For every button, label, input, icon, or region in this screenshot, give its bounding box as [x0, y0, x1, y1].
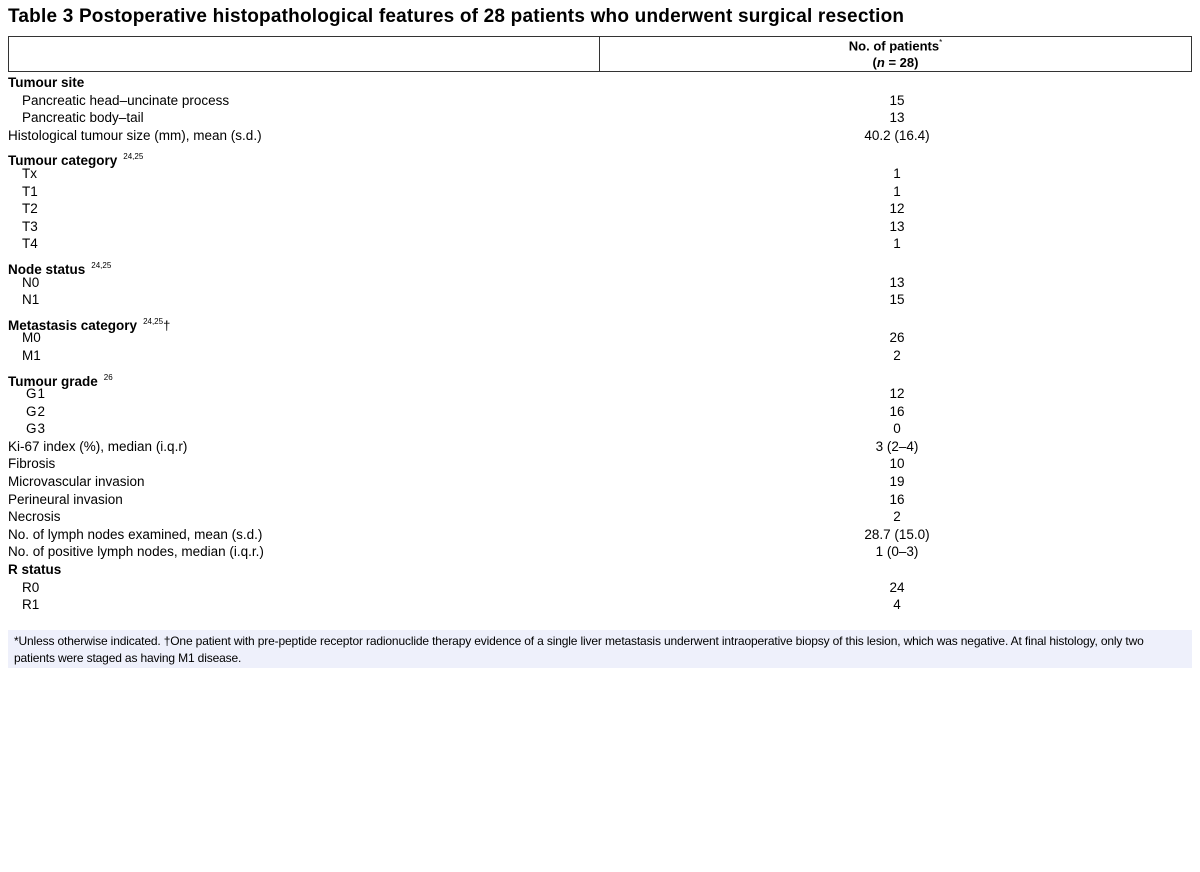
table-row [0, 74, 1200, 92]
row-label-text: Histological tumour size (mm), mean (s.d.) [8, 127, 262, 143]
table-title: Table 3 Postoperative histopathological features of 28 patients who underwent surgical resection [8, 6, 905, 27]
table-row [0, 347, 1200, 365]
row-reference-superscript: 24,25 [91, 260, 112, 270]
table-row [0, 253, 1200, 277]
table-row [0, 291, 1200, 309]
row-label [8, 561, 61, 579]
row-value: 13 [889, 274, 905, 290]
row-label-text: Perineural invasion [8, 491, 123, 507]
row-label-text: N1 [22, 292, 40, 308]
table-row [0, 596, 1200, 614]
row-label [22, 235, 38, 253]
row-label [22, 291, 39, 309]
row-label-text: T1 [22, 183, 38, 199]
row-label-text: R1 [22, 597, 40, 613]
table-row [0, 420, 1200, 438]
row-label [8, 455, 55, 473]
column-header-label: No. of patients [848, 38, 940, 54]
row-label [22, 165, 37, 183]
column-header-n-open: ( [872, 55, 877, 70]
row-label [8, 127, 262, 145]
row-label [22, 200, 38, 218]
row-label-text: T2 [22, 201, 38, 217]
row-label-text: T4 [22, 236, 38, 252]
column-header-n-rest: = 28) [884, 55, 919, 70]
table-footnote: *Unless otherwise indicated. †One patient with pre-peptide receptor radionuclide therapy evidence of a single liver metastasis underwent intraoperative biopsy of this lesion, which was negative. At final histology, only two patients were staged as having M1 disease. [8, 630, 1192, 668]
table-row [0, 274, 1200, 292]
row-label [8, 473, 145, 491]
table-row [0, 508, 1200, 526]
table-body [0, 74, 1200, 614]
row-value: 19 [889, 474, 905, 490]
row-label-text: Fibrosis [8, 456, 56, 472]
table-row [0, 403, 1200, 421]
row-label [22, 109, 144, 127]
row-value: 13 [889, 218, 905, 234]
table-row [0, 144, 1200, 169]
table-row [0, 561, 1200, 579]
row-value: 0 [893, 421, 901, 437]
row-value: 40.2 (16.4) [864, 127, 930, 143]
row-label [26, 403, 46, 421]
row-label-text: Microvascular invasion [8, 474, 145, 490]
row-label-text: Tumour site [8, 75, 85, 90]
row-value: 2 [893, 509, 901, 525]
row-value: 15 [889, 292, 905, 308]
table-row [0, 183, 1200, 201]
row-label-text: Pancreatic head–uncinate process [22, 92, 230, 108]
row-label [8, 74, 84, 92]
column-header-marker: * [939, 38, 943, 47]
table-row [0, 218, 1200, 236]
row-value: 24 [889, 579, 905, 595]
row-reference-superscript: 24,25 [143, 316, 164, 326]
row-value: 1 [893, 165, 901, 181]
table-row [0, 92, 1200, 110]
row-label-text: M0 [22, 330, 41, 346]
table-row [0, 165, 1200, 183]
row-value: 1 [893, 183, 901, 199]
row-label [22, 274, 39, 292]
table-row [0, 235, 1200, 253]
table-row [0, 579, 1200, 597]
row-value: 2 [893, 347, 901, 363]
row-label-text: G3 [26, 421, 47, 437]
row-label-text: No. of lymph nodes examined, mean (s.d.) [8, 526, 263, 542]
table-row [0, 109, 1200, 127]
row-label-text: R0 [22, 579, 40, 595]
table-row [0, 127, 1200, 145]
row-label [22, 183, 38, 201]
row-label [8, 491, 123, 509]
table-row [0, 491, 1200, 509]
row-label-text: Necrosis [8, 509, 61, 525]
row-label [22, 329, 41, 347]
table-row [0, 526, 1200, 544]
column-header-n-symbol: n [876, 55, 885, 70]
row-label [8, 526, 262, 544]
row-value: 1 [893, 236, 901, 252]
table-row [0, 329, 1200, 347]
row-label [22, 579, 39, 597]
table-row [0, 385, 1200, 403]
row-label [26, 420, 46, 438]
table-row [0, 455, 1200, 473]
table-row [0, 473, 1200, 491]
row-label-text: Tumour grade [8, 373, 98, 389]
row-value: 16 [889, 403, 905, 419]
row-value: 26 [889, 330, 905, 346]
row-value: 12 [889, 386, 905, 402]
row-label [22, 92, 229, 110]
row-value: 13 [889, 110, 905, 126]
table-header [8, 36, 1192, 72]
row-label [26, 385, 46, 403]
row-value: 16 [889, 491, 905, 507]
row-label [22, 596, 39, 614]
row-label [8, 543, 264, 561]
row-label [22, 347, 41, 365]
row-value: 15 [889, 92, 905, 108]
row-label-text: T3 [22, 218, 38, 234]
row-value: 12 [889, 201, 905, 217]
table-row [0, 309, 1200, 333]
row-label-text: G1 [26, 386, 47, 402]
row-label-text: Metastasis category [8, 317, 138, 333]
column-header-n [600, 55, 1191, 70]
row-reference-superscript: 26 [103, 372, 113, 382]
column-header-patients [600, 38, 1191, 53]
row-label [22, 218, 38, 236]
row-label-text: No. of positive lymph nodes, median (i.q.r.) [8, 544, 264, 560]
row-reference-superscript: 24,25 [123, 152, 144, 162]
row-value: 4 [893, 597, 901, 613]
row-label [8, 508, 61, 526]
row-label-text: Ki-67 index (%), median (i.q.r) [8, 438, 188, 454]
table-row [0, 438, 1200, 456]
row-value: 1 (0–3) [875, 544, 919, 560]
row-label [8, 438, 187, 456]
row-label-text: Pancreatic body–tail [22, 110, 144, 126]
row-label-text: G2 [26, 403, 47, 419]
row-label-text: Tumour category [8, 153, 118, 169]
row-value: 28.7 (15.0) [864, 526, 930, 542]
table-row [0, 365, 1200, 389]
row-label-text: N0 [22, 274, 40, 290]
table-row [0, 543, 1200, 561]
row-label-text: Tx [22, 165, 37, 181]
row-value: 3 (2–4) [875, 438, 919, 454]
row-label-text: R status [8, 562, 62, 578]
row-dagger-marker: † [163, 317, 171, 333]
table-row [0, 200, 1200, 218]
row-value: 10 [889, 456, 905, 472]
row-label-text: Node status [8, 261, 86, 277]
row-label-text: M1 [22, 347, 41, 363]
